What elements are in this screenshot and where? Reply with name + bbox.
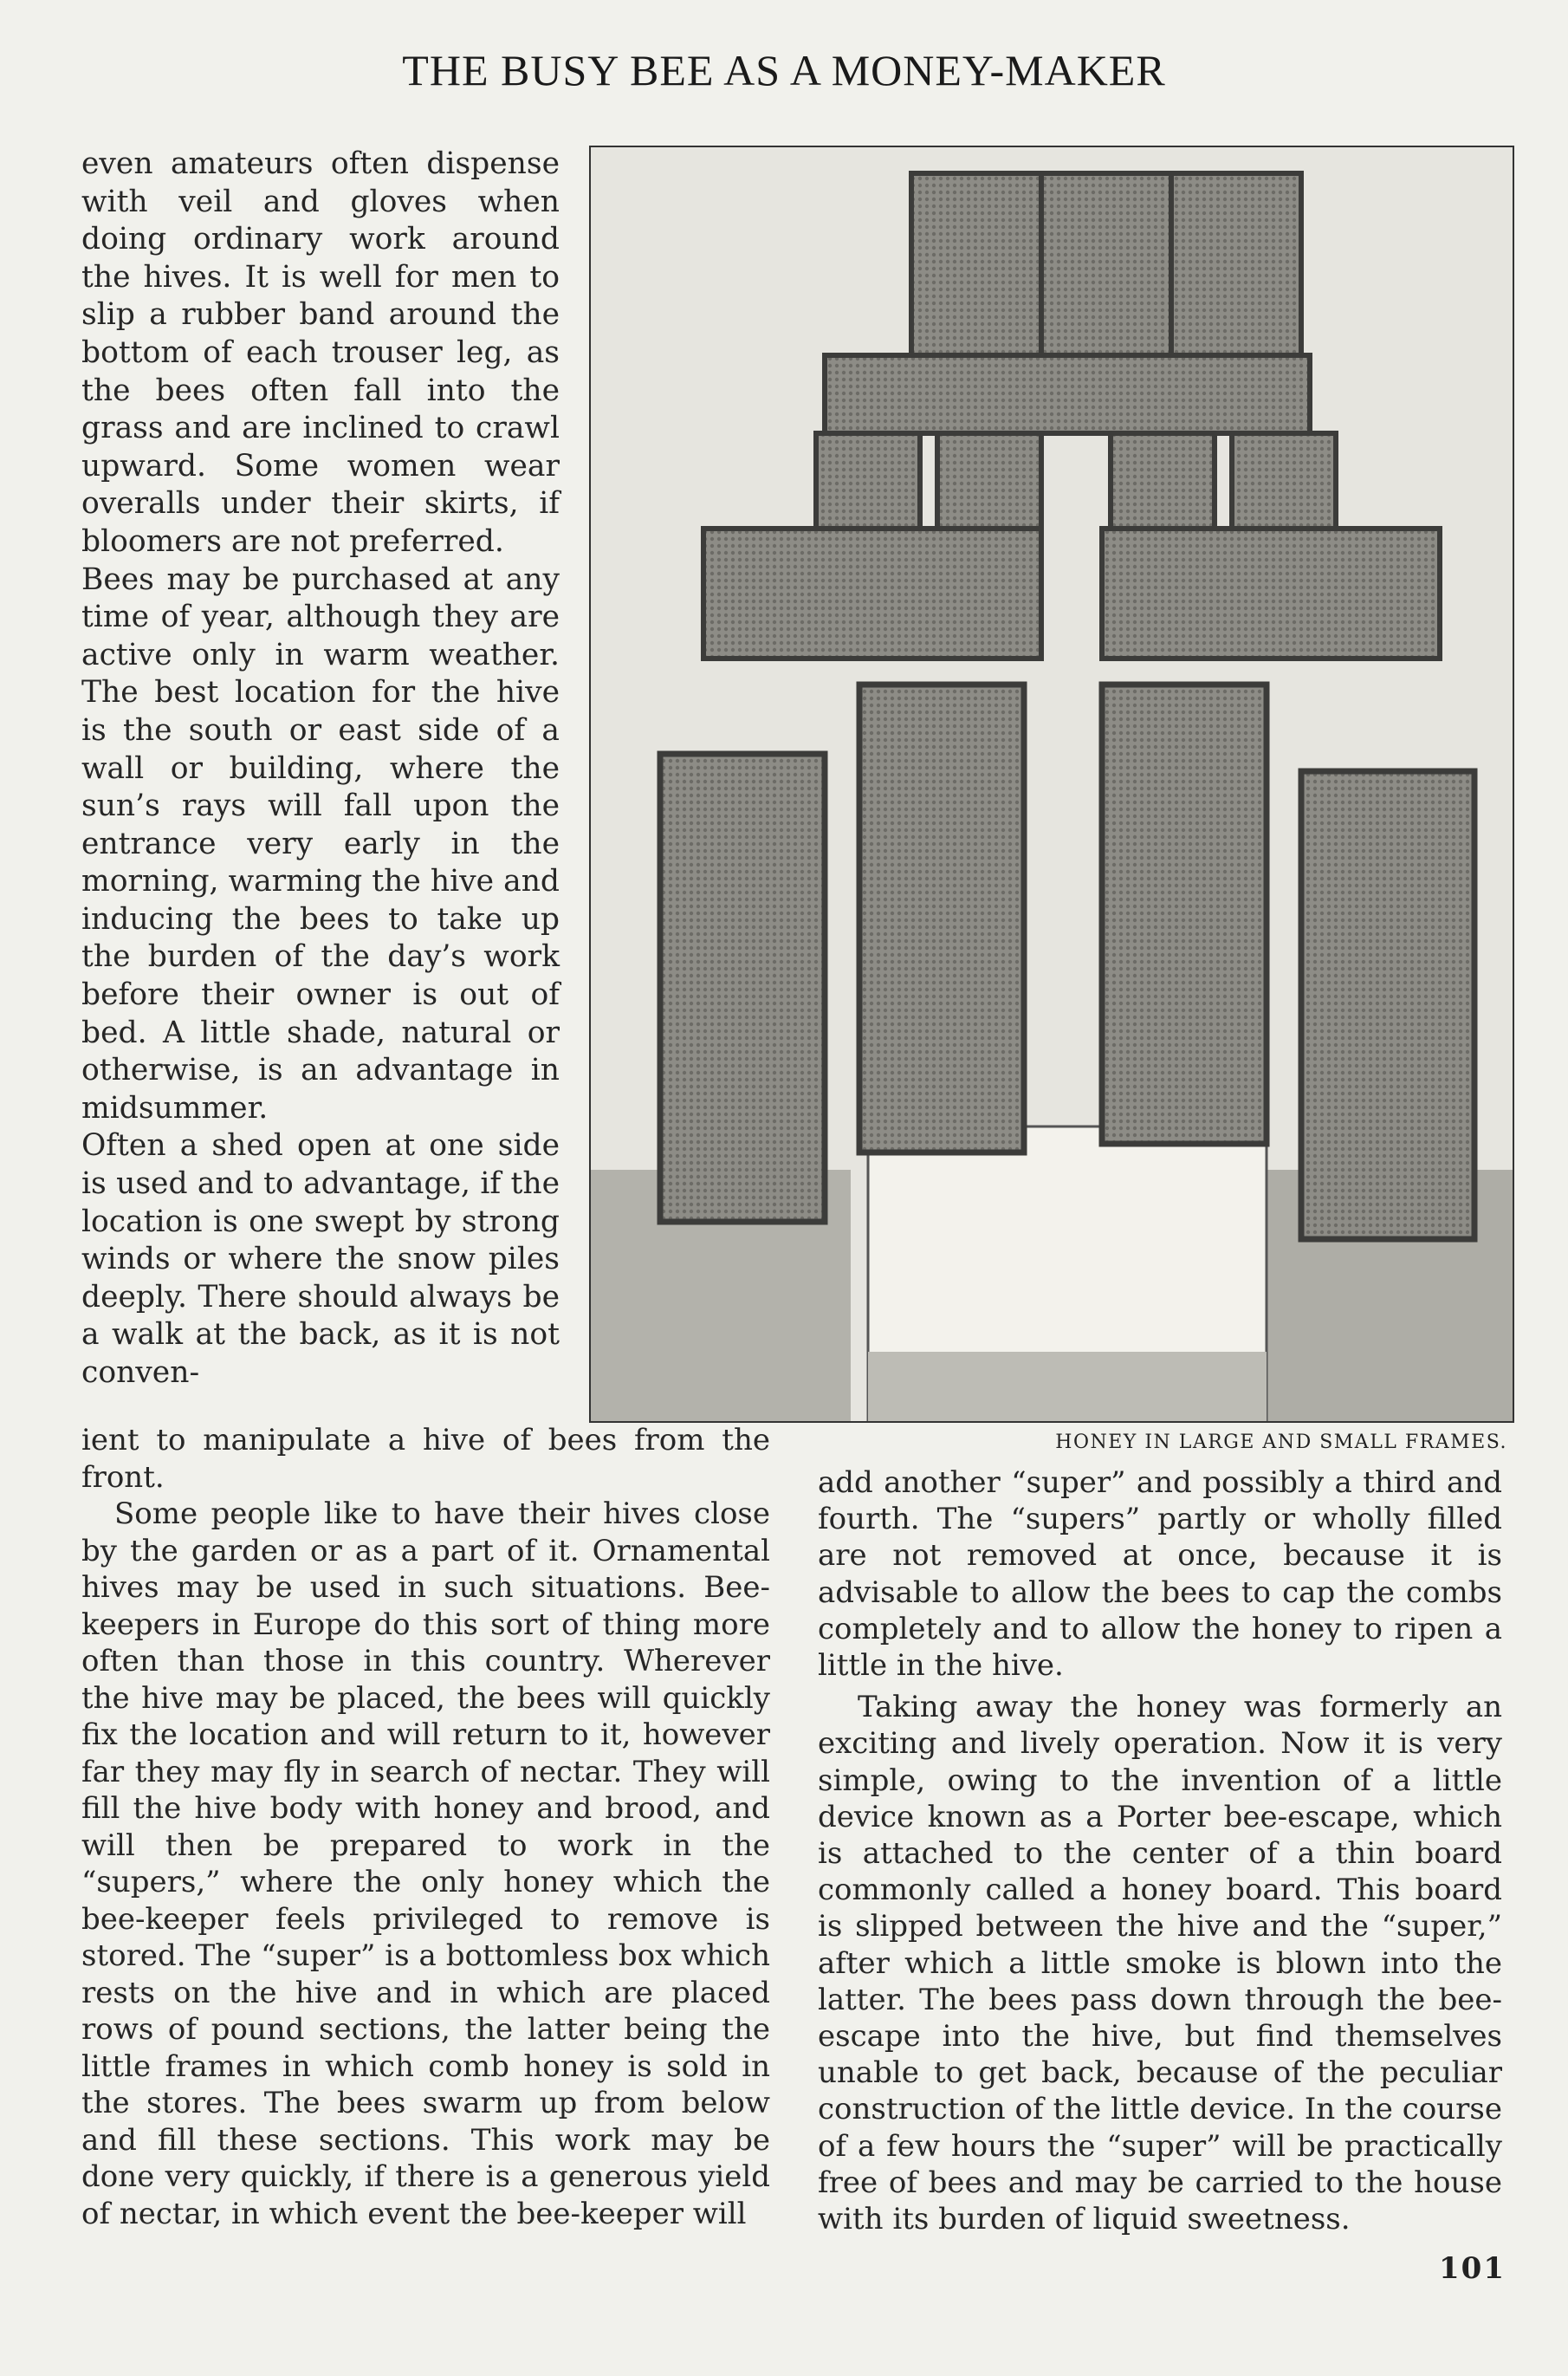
figure-caption: HONEY IN LARGE AND SMALL FRAMES. [1055,1431,1507,1453]
paragraph: Taking away the honey was formerly an exciting and lively operation. Now it is very simple, owing to the invention of a little device known as a Porter bee-escape, which is attached to the center of a thin board commonly called a honey board. This board is slipped between the hive and the “super,” after which a little smoke is blown into the latter. The bees pass down through the bee-escape into the hive, but find themselves unable to get back, because of the peculiar construction of the little device. In the course of a few hours the “super” will be practically free of bees and may be carried to the house with its burden of liquid sweetness. [818,1690,1502,2237]
paragraph: even amateurs often dispense with veil and gloves when doing ordinary work around the hives. It is well for men to slip a rubber band around the bottom of each trouser leg, as the bees often fall into the grass and are inclined to crawl upward. Some women wear overalls under their skirts, if bloomers are not preferred. [81,146,560,559]
page-number: 101 [1439,2251,1506,2286]
left-column-bottom [81,1496,770,2232]
paragraph: add another “super” and possibly a third and fourth. The “supers” partly or wholly filled are not removed at once, because it is advisable to allow the bees to cap the combs completely and to allow the honey to ripen a little in the hive. [818,1465,1502,1684]
right-column [818,1464,1502,2237]
paragraph: Often a shed open at one side is used and to advantage, if the location is one swept by strong winds or where the snow piles deeply. There should always be a walk at the back, as it is not conven- [81,1128,560,1390]
page-title: THE BUSY BEE AS A MONEY-MAKER [402,46,1166,94]
left-column-top [81,146,560,1392]
photo-icon [591,147,1513,1421]
paragraph: Some people like to have their hives close by the garden or as a part of it. Ornamental hives may be used in such situations. Bee-keepers in Europe do this sort of thing more often than those in this country. Wherever the hive may be placed, the bees will quickly fix the location and will return to it, however far they may fly in search of nectar. They will fill the hive body with honey and brood, and will then be prepared to work in the “supers,” where the only honey which the bee-keeper feels privileged to remove is stored. The “super” is a bottomless box which rests on the hive and in which are placed rows of pound sections, the latter being the little frames in which comb honey is sold in the stores. The bees swarm up from below and fill these sections. This work may be done very quickly, if there is a generous yield of nectar, in which event the bee-keeper will [81,1496,770,2231]
left-column-continuation [81,1422,770,1496]
paragraph: ient to manipulate a hive of bees from the front. [81,1423,770,1495]
honey-frames-photo [589,146,1514,1423]
paragraph: Bees may be purchased at any time of year, although they are active only in warm weather. The best location for the hive is the south or east side of a wall or building, where the sun’s rays will fall upon the entrance very early in the morning, warming the hive and inducing the bees to take up the burden of the day’s work before their owner is out of bed. A little shade, natural or otherwise, is an advantage in midsummer. [81,562,560,1126]
